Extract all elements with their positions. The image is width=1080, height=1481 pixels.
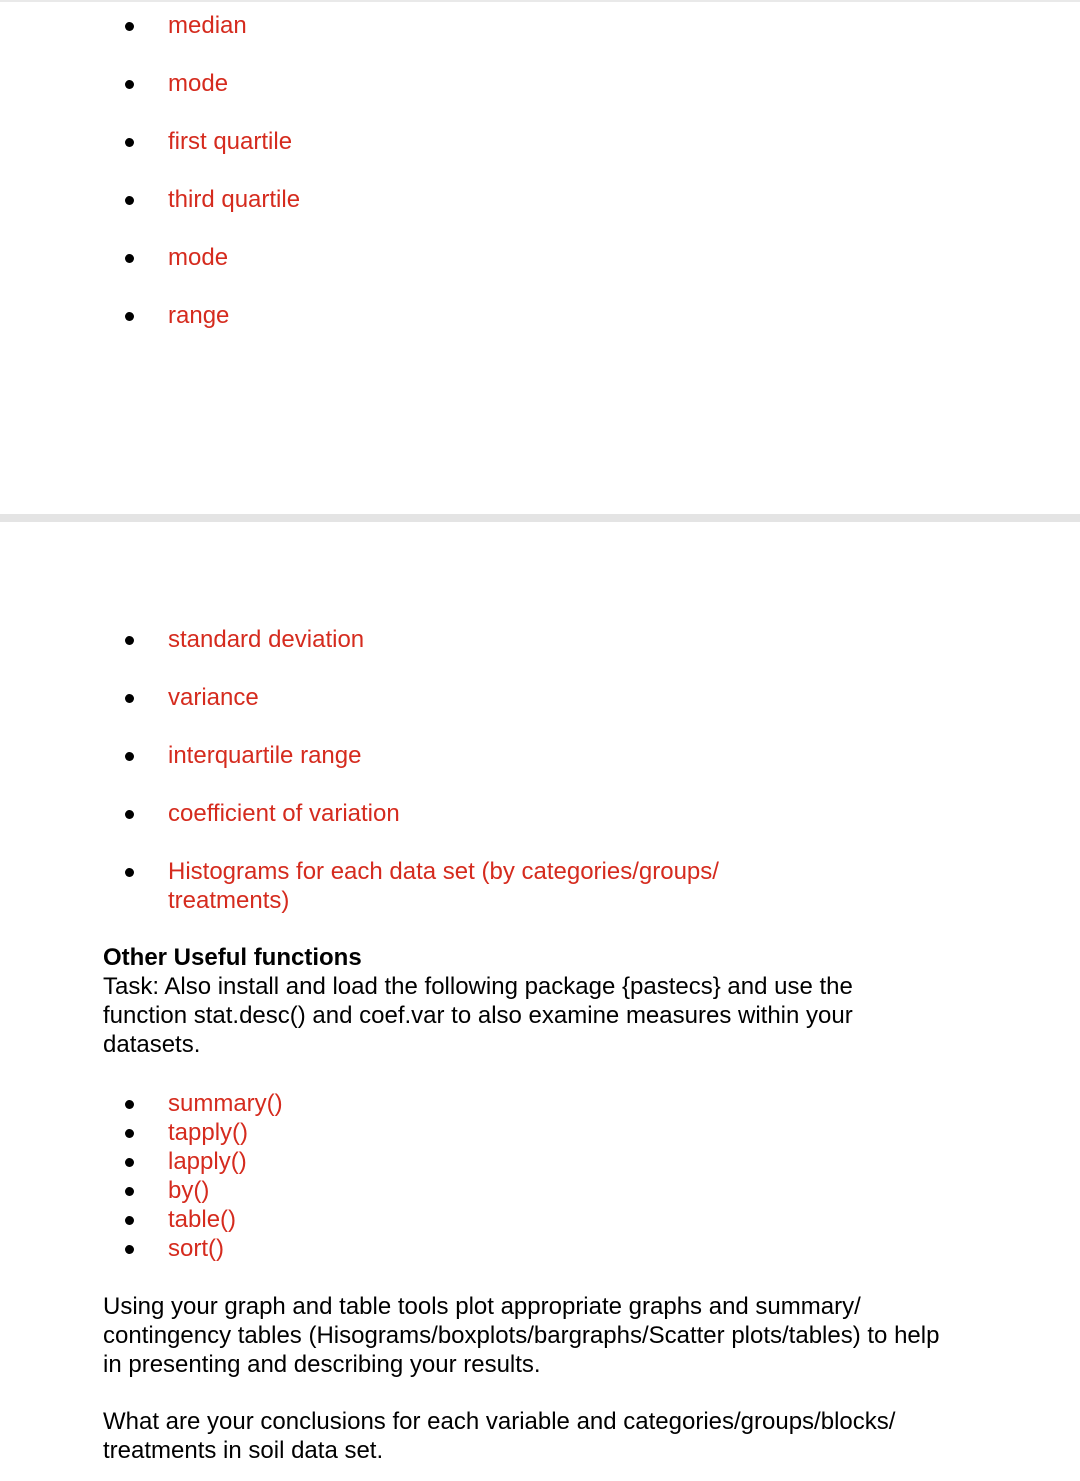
list-item-label: by() [168, 1177, 210, 1204]
bullet-icon [125, 254, 134, 263]
bullet-icon [125, 138, 134, 147]
list-item [0, 1147, 1080, 1177]
list-item-label: range [168, 302, 230, 329]
list-item [0, 1205, 1080, 1235]
section-heading: Other Useful functions [103, 944, 362, 971]
list-item-label: standard deviation [168, 626, 365, 653]
list-item-label: mode [168, 70, 229, 97]
list-item-label: median [168, 12, 247, 39]
list-item-label: first quartile [168, 128, 293, 155]
list-item [0, 625, 1080, 655]
list-item-label: Histograms for each data set (by categories/groups/ treatments) [168, 858, 719, 914]
bullet-icon [125, 1187, 134, 1196]
bullet-icon [125, 1100, 134, 1109]
list-item [0, 185, 1080, 215]
page-separator [0, 514, 1080, 522]
task-paragraph: Task: Also install and load the following package {pastecs} and use the function stat.desc() and coef.var to also examine measures within your datasets. [103, 973, 853, 1058]
page-top-edge [0, 0, 1080, 2]
list-item [0, 1089, 1080, 1119]
bullet-icon [125, 1129, 134, 1138]
bullet-icon [125, 1158, 134, 1167]
list-item-label: interquartile range [168, 742, 362, 769]
bullet-icon [125, 810, 134, 819]
list-item-label: sort() [168, 1235, 224, 1262]
graphs-paragraph: Using your graph and table tools plot appropriate graphs and summary/ contingency tables (Hisograms/boxplots/bargraphs/Scatter plots/tables) to help in presenting and describing your results. [103, 1293, 940, 1378]
list-item-label: tapply() [168, 1119, 249, 1146]
list-item-label: table() [168, 1206, 237, 1233]
list-item-label: lapply() [168, 1148, 247, 1175]
list-item-label: variance [168, 684, 259, 711]
bullet-icon [125, 868, 134, 877]
bullet-icon [125, 312, 134, 321]
bullet-icon [125, 80, 134, 89]
list-item [0, 683, 1080, 713]
list-item [0, 741, 1080, 771]
list-item [0, 1118, 1080, 1148]
list-item-label: third quartile [168, 186, 301, 213]
list-item [0, 11, 1080, 41]
list-item [0, 127, 1080, 157]
bullet-icon [125, 694, 134, 703]
list-item [0, 799, 1080, 829]
list-item-label: coefficient of variation [168, 800, 400, 827]
list-item [0, 1234, 1080, 1264]
list-item [0, 1176, 1080, 1206]
bullet-icon [125, 1245, 134, 1254]
bullet-icon [125, 752, 134, 761]
conclusions-paragraph: What are your conclusions for each variable and categories/groups/blocks/ treatments in soil data set. [103, 1408, 896, 1464]
bullet-icon [125, 196, 134, 205]
list-item [0, 243, 1080, 273]
list-item [0, 857, 1080, 917]
bullet-icon [125, 636, 134, 645]
bullet-icon [125, 1216, 134, 1225]
list-item [0, 301, 1080, 331]
list-item [0, 69, 1080, 99]
bullet-icon [125, 22, 134, 31]
list-item-label: mode [168, 244, 229, 271]
list-item-label: summary() [168, 1090, 283, 1117]
